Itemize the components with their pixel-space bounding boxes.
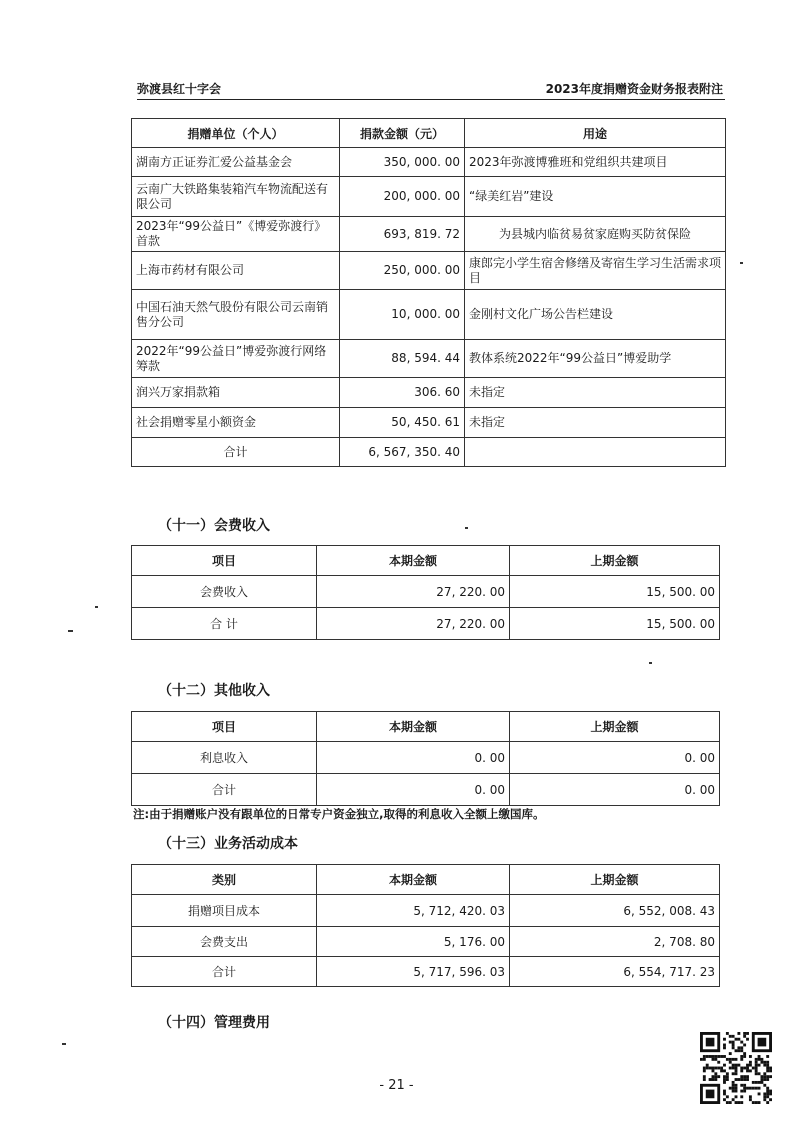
column-header: 本期金额: [317, 712, 510, 742]
amount-cell: 306. 60: [340, 378, 465, 408]
donor-cell: 上海市药材有限公司: [132, 252, 340, 290]
column-header: 上期金额: [510, 865, 720, 895]
amount-cell: 10, 000. 00: [340, 290, 465, 340]
purpose-cell: 为县城内临贫易贫家庭购买防贫保险: [465, 217, 726, 252]
section-title-other-income: （十二）其他收入: [158, 683, 270, 699]
purpose-cell: 未指定: [465, 408, 726, 438]
table-total-row: [132, 957, 720, 987]
membership-table: [131, 545, 720, 640]
empty-cell: [465, 438, 726, 467]
qr-code-icon: [700, 1032, 772, 1104]
previous-amount-cell: 2, 708. 80: [510, 927, 720, 957]
purpose-cell: 教体系统2022年“99公益日”博爱助学: [465, 340, 726, 378]
purpose-cell: 康郎完小学生宿舍修缮及寄宿生学习生活需求项目: [465, 252, 726, 290]
column-header: 捐赠单位（个人）: [132, 119, 340, 148]
donor-cell: 云南广大铁路集装箱汽车物流配送有限公司: [132, 177, 340, 217]
section-title-membership: （十一）会费收入: [158, 518, 270, 534]
item-cell: 会费支出: [132, 927, 317, 957]
column-header: 用途: [465, 119, 726, 148]
donor-cell: 社会捐赠零星小额资金: [132, 408, 340, 438]
column-header: 上期金额: [510, 546, 720, 576]
amount-cell: 200, 000. 00: [340, 177, 465, 217]
previous-amount-cell: 15, 500. 00: [510, 576, 720, 608]
amount-cell: 250, 000. 00: [340, 252, 465, 290]
table-header-row: [132, 546, 720, 576]
current-amount-cell: 0. 00: [317, 742, 510, 774]
table-row: [132, 340, 726, 378]
interest-note: 注:由于捐赠账户没有跟单位的日常专户资金独立,取得的利息收入全额上缴国库。: [133, 807, 545, 821]
table-row: [132, 927, 720, 957]
table-row: [132, 378, 726, 408]
previous-amount-cell: 15, 500. 00: [510, 608, 720, 640]
item-cell: 合计: [132, 957, 317, 987]
scan-speck: [68, 630, 73, 632]
column-header: 项目: [132, 712, 317, 742]
column-header: 项目: [132, 546, 317, 576]
section-title-management: （十四）管理费用: [158, 1015, 270, 1031]
purpose-cell: 未指定: [465, 378, 726, 408]
current-amount-cell: 27, 220. 00: [317, 608, 510, 640]
current-amount-cell: 27, 220. 00: [317, 576, 510, 608]
table-total-row: [132, 438, 726, 467]
scan-speck: [62, 1043, 66, 1045]
scan-speck: [95, 606, 98, 608]
donation-table: [131, 118, 726, 467]
header-org-name: 弥渡县红十字会: [137, 82, 222, 96]
previous-amount-cell: 6, 554, 717. 23: [510, 957, 720, 987]
total-amount: 6, 567, 350. 40: [340, 438, 465, 467]
page-number: - 21 -: [379, 1078, 414, 1093]
business-cost-table: [131, 864, 720, 987]
column-header: 本期金额: [317, 546, 510, 576]
column-header: 上期金额: [510, 712, 720, 742]
header-report-title: 2023年度捐赠资金财务报表附注: [545, 82, 723, 96]
item-cell: 合 计: [132, 608, 317, 640]
table-row: [132, 177, 726, 217]
scan-speck: [465, 527, 468, 529]
current-amount-cell: 5, 176. 00: [317, 927, 510, 957]
total-label: 合计: [132, 438, 340, 467]
amount-cell: 88, 594. 44: [340, 340, 465, 378]
table-row: [132, 742, 720, 774]
item-cell: 利息收入: [132, 742, 317, 774]
table-row: [132, 290, 726, 340]
table-row: [132, 576, 720, 608]
table-header-row: [132, 865, 720, 895]
previous-amount-cell: 6, 552, 008. 43: [510, 895, 720, 927]
table-total-row: [132, 774, 720, 806]
purpose-cell: “绿美红岩”建设: [465, 177, 726, 217]
previous-amount-cell: 0. 00: [510, 774, 720, 806]
column-header: 本期金额: [317, 865, 510, 895]
table-header-row: [132, 712, 720, 742]
table-total-row: [132, 608, 720, 640]
scan-speck: [740, 262, 743, 264]
purpose-cell: 金刚村文化广场公告栏建设: [465, 290, 726, 340]
current-amount-cell: 5, 712, 420. 03: [317, 895, 510, 927]
current-amount-cell: 5, 717, 596. 03: [317, 957, 510, 987]
item-cell: 会费收入: [132, 576, 317, 608]
section-title-business-cost: （十三）业务活动成本: [158, 836, 298, 852]
column-header: 捐款金额（元）: [340, 119, 465, 148]
donor-cell: 2023年“99公益日”《博爱弥渡行》首款: [132, 217, 340, 252]
table-header-row: [132, 119, 726, 148]
purpose-cell: 2023年弥渡博雅班和党组织共建项目: [465, 148, 726, 177]
amount-cell: 50, 450. 61: [340, 408, 465, 438]
amount-cell: 693, 819. 72: [340, 217, 465, 252]
current-amount-cell: 0. 00: [317, 774, 510, 806]
scan-speck: [649, 662, 652, 664]
header-divider: [137, 99, 725, 100]
other-income-table: [131, 711, 720, 806]
donor-cell: 中国石油天然气股份有限公司云南销售分公司: [132, 290, 340, 340]
table-row: [132, 895, 720, 927]
table-row: [132, 217, 726, 252]
donor-cell: 润兴万家捐款箱: [132, 378, 340, 408]
donor-cell: 2022年“99公益日”博爱弥渡行网络筹款: [132, 340, 340, 378]
table-row: [132, 148, 726, 177]
column-header: 类别: [132, 865, 317, 895]
item-cell: 捐赠项目成本: [132, 895, 317, 927]
amount-cell: 350, 000. 00: [340, 148, 465, 177]
donor-cell: 湖南方正证券汇爱公益基金会: [132, 148, 340, 177]
item-cell: 合计: [132, 774, 317, 806]
previous-amount-cell: 0. 00: [510, 742, 720, 774]
table-row: [132, 408, 726, 438]
table-row: [132, 252, 726, 290]
